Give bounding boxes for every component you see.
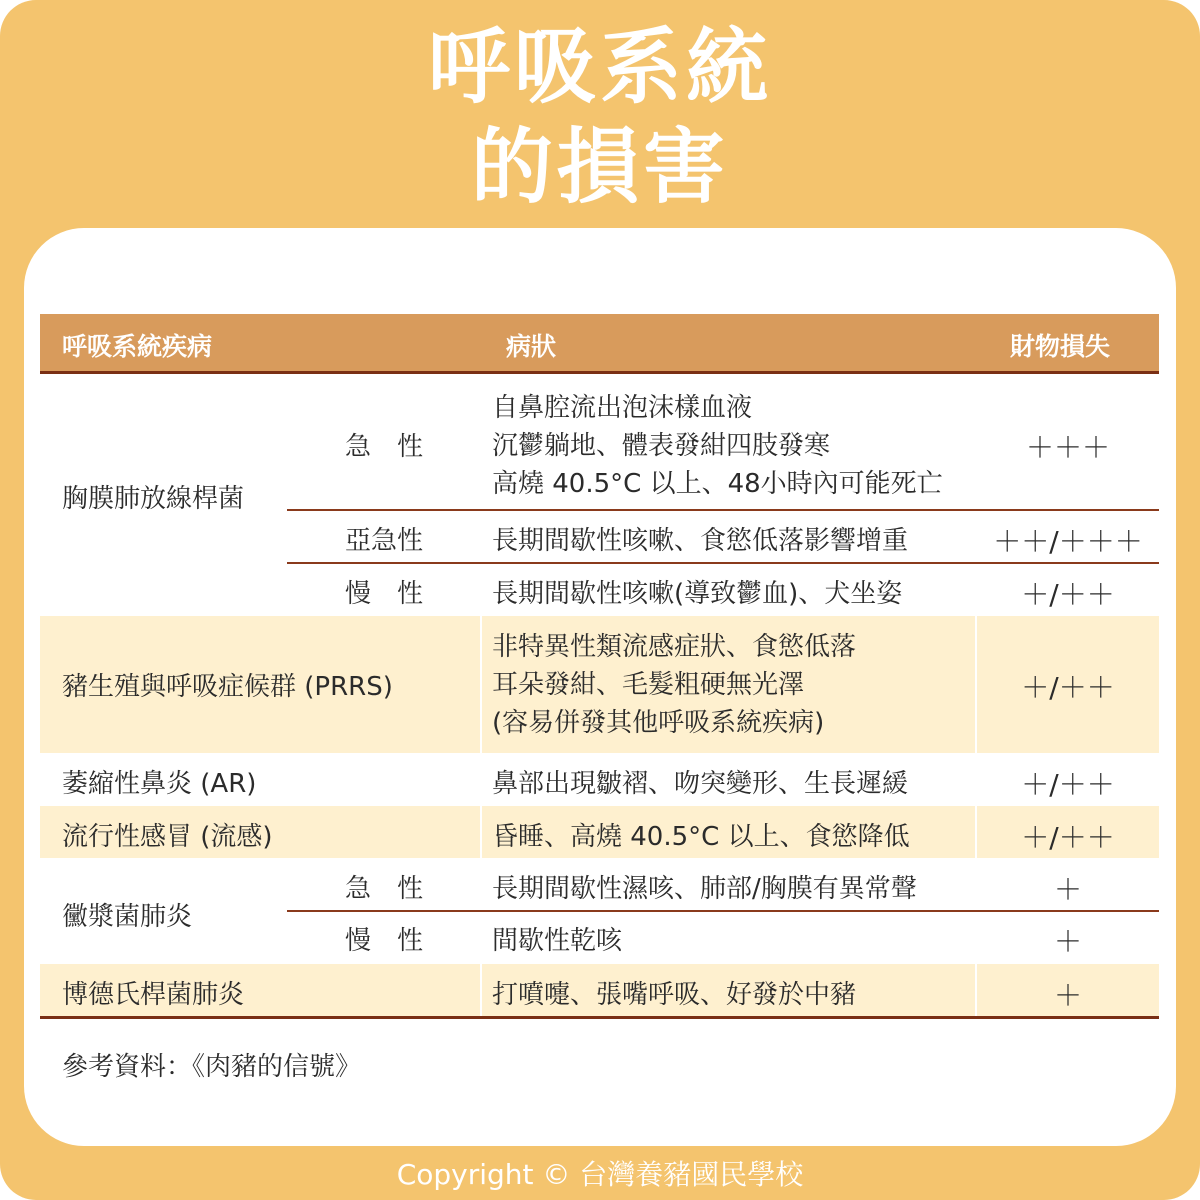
disease-table — [40, 314, 1159, 1016]
symptom-line: 高燒 40.5°C 以上、48小時內可能死亡 — [492, 469, 943, 499]
loss-value: ＋＋/＋＋＋ — [993, 525, 1143, 558]
symptom-line: 非特異性類流感症狀、食慾低落 — [492, 632, 857, 662]
disease-type: 急 性 — [345, 432, 424, 462]
table-row — [40, 374, 1159, 616]
symptom-line: 自鼻腔流出泡沫樣血液 — [492, 393, 753, 423]
disease-type: 急 性 — [345, 874, 424, 904]
loss-value: ＋/＋＋ — [1021, 821, 1115, 854]
symptom-text: 長期間歇性咳嗽、食慾低落影響增重 — [492, 526, 909, 556]
poster-title — [0, 18, 1200, 218]
title-line-1: 呼吸系統 — [427, 20, 772, 115]
table-row — [40, 616, 1159, 753]
disease-name: 豬生殖與呼吸症候群 (PRRS) — [62, 672, 393, 702]
symptom-line: 耳朵發紺、毛髮粗硬無光澤 — [492, 670, 805, 700]
header-symptoms: 病狀 — [506, 332, 557, 361]
symptom-text — [492, 628, 856, 742]
disease-name: 博德氏桿菌肺炎 — [62, 980, 245, 1010]
disease-name: 萎縮性鼻炎 (AR) — [62, 769, 257, 799]
disease-name: 黴漿菌肺炎 — [62, 902, 193, 932]
table-row — [40, 858, 1159, 964]
disease-type: 亞急性 — [345, 526, 424, 556]
divider — [287, 910, 1159, 912]
symptom-line: (容易併發其他呼吸系統疾病) — [492, 708, 825, 738]
table-row — [40, 753, 1159, 806]
reference-note: 參考資料：《肉豬的信號》 — [62, 1052, 362, 1082]
table-header — [40, 314, 1159, 374]
header-disease: 呼吸系統疾病 — [62, 332, 213, 361]
column-separator — [480, 964, 482, 1016]
column-separator — [480, 806, 482, 858]
symptom-text: 長期間歇性濕咳、肺部/胸膜有異常聲 — [492, 874, 917, 904]
loss-value: ＋＋＋ — [1025, 431, 1110, 464]
symptom-text: 間歇性乾咳 — [492, 926, 623, 956]
loss-value: ＋ — [1053, 873, 1082, 906]
column-separator — [480, 616, 482, 753]
loss-value: ＋/＋＋ — [1021, 768, 1115, 801]
table-bottom-rule — [40, 1016, 1159, 1019]
disease-name: 胸膜肺放線桿菌 — [62, 484, 245, 514]
disease-type: 慢 性 — [345, 926, 424, 956]
divider — [287, 562, 1159, 564]
loss-value: ＋ — [1053, 925, 1082, 958]
symptom-text: 鼻部出現皺褶、吻突變形、生長遲緩 — [492, 769, 909, 799]
disease-name: 流行性感冒 (流感) — [62, 822, 273, 852]
symptom-text — [492, 389, 943, 503]
header-loss: 財物損失 — [1010, 332, 1111, 361]
symptom-line: 沉鬱躺地、體表發紺四肢發寒 — [492, 431, 831, 461]
copyright-text: Copyright © 台灣養豬國民學校 — [396, 1158, 804, 1191]
symptom-text: 長期間歇性咳嗽(導致鬱血)、犬坐姿 — [492, 579, 903, 609]
loss-value: ＋/＋＋ — [1021, 671, 1115, 704]
table-row — [40, 806, 1159, 858]
symptom-text: 打噴嚏、張嘴呼吸、好發於中豬 — [492, 980, 857, 1010]
title-line-2: 的損害 — [470, 120, 729, 215]
disease-type: 慢 性 — [345, 579, 424, 609]
content-card — [24, 228, 1176, 1146]
loss-value: ＋ — [1053, 979, 1082, 1012]
divider — [287, 509, 1159, 511]
table-row — [40, 964, 1159, 1016]
loss-value: ＋/＋＋ — [1021, 578, 1115, 611]
symptom-text: 昏睡、高燒 40.5°C 以上、食慾降低 — [492, 822, 910, 852]
